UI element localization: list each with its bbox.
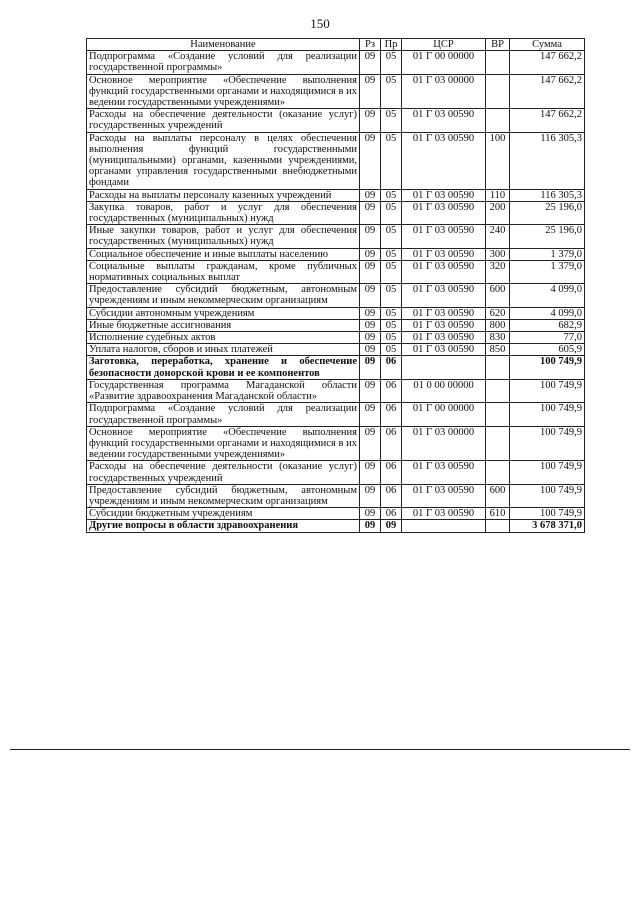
- cell-pr: 05: [381, 307, 402, 319]
- cell-rz: 09: [360, 51, 381, 74]
- table-row: [87, 461, 585, 484]
- cell-pr: 05: [381, 74, 402, 109]
- cell-name: Закупка товаров, работ и услуг для обеспечения государственных (муниципальных) нужд: [87, 201, 360, 224]
- cell-pr: 05: [381, 189, 402, 201]
- table-row: [87, 484, 585, 507]
- cell-vr: 300: [486, 248, 510, 260]
- cell-rz: 09: [360, 379, 381, 402]
- cell-pr: 05: [381, 132, 402, 189]
- cell-pr: 05: [381, 332, 402, 344]
- cell-name: Расходы на обеспечение деятельности (оказание услуг) государственных учреждений: [87, 109, 360, 132]
- cell-sum: 100 749,9: [510, 379, 585, 402]
- cell-sum: 605,9: [510, 344, 585, 356]
- cell-sum: 100 749,9: [510, 403, 585, 426]
- table-row: [87, 201, 585, 224]
- table-row: [87, 132, 585, 189]
- table-body: [87, 51, 585, 532]
- cell-csr: 01 Г 00 00000: [402, 51, 486, 74]
- cell-sum: 100 749,9: [510, 356, 585, 379]
- cell-sum: 4 099,0: [510, 307, 585, 319]
- cell-sum: 100 749,9: [510, 461, 585, 484]
- cell-sum: 25 196,0: [510, 201, 585, 224]
- cell-rz: 09: [360, 307, 381, 319]
- footer-rule: [10, 749, 630, 750]
- table-row: [87, 379, 585, 402]
- cell-rz: 09: [360, 109, 381, 132]
- cell-vr: 100: [486, 132, 510, 189]
- cell-sum: 1 379,0: [510, 260, 585, 283]
- cell-vr: 110: [486, 189, 510, 201]
- cell-pr: 06: [381, 426, 402, 461]
- column-header-csr: ЦСР: [402, 39, 486, 51]
- cell-sum: 4 099,0: [510, 284, 585, 307]
- cell-pr: 05: [381, 344, 402, 356]
- cell-rz: 09: [360, 225, 381, 248]
- cell-rz: 09: [360, 260, 381, 283]
- cell-csr: 01 Г 03 00590: [402, 461, 486, 484]
- cell-vr: 830: [486, 332, 510, 344]
- table-row: [87, 225, 585, 248]
- cell-vr: [486, 356, 510, 379]
- cell-name: Расходы на выплаты персоналу казенных учреждений: [87, 189, 360, 201]
- table-row: [87, 284, 585, 307]
- cell-pr: 06: [381, 356, 402, 379]
- table-row: [87, 51, 585, 74]
- cell-csr: 01 Г 03 00590: [402, 484, 486, 507]
- cell-name: Исполнение судебных актов: [87, 332, 360, 344]
- cell-vr: 200: [486, 201, 510, 224]
- cell-name: Предоставление субсидий бюджетным, автономным учреждениям и иным некоммерческим организациям: [87, 484, 360, 507]
- cell-name: Подпрограмма «Создание условий для реализации государственной программы»: [87, 51, 360, 74]
- cell-vr: 600: [486, 484, 510, 507]
- cell-rz: 09: [360, 461, 381, 484]
- column-header-sum: Сумма: [510, 39, 585, 51]
- column-header-vr: ВР: [486, 39, 510, 51]
- cell-csr: 01 Г 03 00590: [402, 132, 486, 189]
- cell-csr: 01 Г 03 00590: [402, 201, 486, 224]
- table-header-row: [87, 39, 585, 51]
- cell-vr: [486, 520, 510, 532]
- cell-sum: 147 662,2: [510, 74, 585, 109]
- cell-sum: 100 749,9: [510, 484, 585, 507]
- cell-rz: 09: [360, 319, 381, 331]
- cell-vr: [486, 461, 510, 484]
- cell-sum: 25 196,0: [510, 225, 585, 248]
- table-row: [87, 332, 585, 344]
- table-row: [87, 189, 585, 201]
- budget-table: [86, 38, 585, 533]
- cell-vr: 620: [486, 307, 510, 319]
- table-row: [87, 356, 585, 379]
- cell-name: Социальное обеспечение и иные выплаты населению: [87, 248, 360, 260]
- cell-rz: 09: [360, 520, 381, 532]
- cell-csr: 01 Г 03 00000: [402, 426, 486, 461]
- cell-pr: 05: [381, 284, 402, 307]
- cell-name: Иные закупки товаров, работ и услуг для обеспечения государственных (муниципальных) нужд: [87, 225, 360, 248]
- cell-name: Уплата налогов, сборов и иных платежей: [87, 344, 360, 356]
- cell-sum: 116 305,3: [510, 132, 585, 189]
- cell-csr: 01 Г 00 00000: [402, 403, 486, 426]
- cell-csr: [402, 520, 486, 532]
- table-row: [87, 74, 585, 109]
- cell-rz: 09: [360, 344, 381, 356]
- cell-name: Расходы на выплаты персоналу в целях обеспечения выполнения функций государственными (муниципальными) органами, казенными учреждениями, органами управления государственными внебюджетными фондами: [87, 132, 360, 189]
- cell-vr: 240: [486, 225, 510, 248]
- cell-name: Заготовка, переработка, хранение и обеспечение безопасности донорской крови и ее компонентов: [87, 356, 360, 379]
- cell-rz: 09: [360, 484, 381, 507]
- cell-csr: 01 Г 03 00590: [402, 248, 486, 260]
- cell-name: Другие вопросы в области здравоохранения: [87, 520, 360, 532]
- cell-pr: 06: [381, 508, 402, 520]
- cell-csr: 01 Г 03 00590: [402, 284, 486, 307]
- cell-pr: 05: [381, 248, 402, 260]
- cell-name: Подпрограмма «Создание условий для реализации государственной программы»: [87, 403, 360, 426]
- cell-name: Иные бюджетные ассигнования: [87, 319, 360, 331]
- cell-csr: 01 Г 03 00590: [402, 344, 486, 356]
- cell-vr: 320: [486, 260, 510, 283]
- cell-pr: 05: [381, 319, 402, 331]
- cell-pr: 05: [381, 260, 402, 283]
- cell-csr: 01 Г 03 00590: [402, 225, 486, 248]
- cell-pr: 06: [381, 379, 402, 402]
- table-row: [87, 109, 585, 132]
- cell-csr: [402, 356, 486, 379]
- table-row: [87, 260, 585, 283]
- cell-name: Социальные выплаты гражданам, кроме публичных нормативных социальных выплат: [87, 260, 360, 283]
- cell-rz: 09: [360, 248, 381, 260]
- cell-vr: [486, 379, 510, 402]
- cell-csr: 01 Г 03 00590: [402, 332, 486, 344]
- cell-rz: 09: [360, 189, 381, 201]
- cell-rz: 09: [360, 508, 381, 520]
- cell-pr: 05: [381, 109, 402, 132]
- cell-vr: [486, 109, 510, 132]
- cell-csr: 01 Г 03 00590: [402, 189, 486, 201]
- cell-name: Основное мероприятие «Обеспечение выполнения функций государственными органами и находящимися в их ведении государственными учреждениями»: [87, 74, 360, 109]
- cell-rz: 09: [360, 332, 381, 344]
- cell-csr: 01 Г 03 00000: [402, 74, 486, 109]
- cell-vr: [486, 74, 510, 109]
- cell-rz: 09: [360, 284, 381, 307]
- cell-csr: 01 0 00 00000: [402, 379, 486, 402]
- cell-vr: 610: [486, 508, 510, 520]
- cell-name: Основное мероприятие «Обеспечение выполнения функций государственными органами и находящимися в их ведении государственными учреждениями»: [87, 426, 360, 461]
- cell-pr: 06: [381, 403, 402, 426]
- cell-sum: 77,0: [510, 332, 585, 344]
- cell-pr: 09: [381, 520, 402, 532]
- cell-pr: 05: [381, 225, 402, 248]
- cell-sum: 147 662,2: [510, 51, 585, 74]
- cell-rz: 09: [360, 403, 381, 426]
- cell-vr: 800: [486, 319, 510, 331]
- table-row: [87, 403, 585, 426]
- cell-name: Предоставление субсидий бюджетным, автономным учреждениям и иным некоммерческим организациям: [87, 284, 360, 307]
- cell-csr: 01 Г 03 00590: [402, 109, 486, 132]
- cell-rz: 09: [360, 356, 381, 379]
- table-row: [87, 426, 585, 461]
- table-row: [87, 248, 585, 260]
- table-row: [87, 344, 585, 356]
- cell-sum: 682,9: [510, 319, 585, 331]
- table-row: [87, 508, 585, 520]
- table-row: [87, 520, 585, 532]
- cell-vr: 850: [486, 344, 510, 356]
- cell-name: Расходы на обеспечение деятельности (оказание услуг) государственных учреждений: [87, 461, 360, 484]
- cell-pr: 06: [381, 461, 402, 484]
- cell-csr: 01 Г 03 00590: [402, 260, 486, 283]
- cell-rz: 09: [360, 201, 381, 224]
- cell-sum: 100 749,9: [510, 508, 585, 520]
- cell-rz: 09: [360, 74, 381, 109]
- cell-csr: 01 Г 03 00590: [402, 319, 486, 331]
- cell-pr: 05: [381, 51, 402, 74]
- cell-sum: 116 305,3: [510, 189, 585, 201]
- column-header-pr: Пр: [381, 39, 402, 51]
- cell-sum: 147 662,2: [510, 109, 585, 132]
- column-header-rz: Рз: [360, 39, 381, 51]
- table-row: [87, 307, 585, 319]
- cell-pr: 05: [381, 201, 402, 224]
- column-header-name: Наименование: [87, 39, 360, 51]
- cell-csr: 01 Г 03 00590: [402, 508, 486, 520]
- page-number: 150: [310, 16, 330, 31]
- cell-sum: 1 379,0: [510, 248, 585, 260]
- cell-vr: [486, 51, 510, 74]
- cell-vr: 600: [486, 284, 510, 307]
- cell-name: Субсидии бюджетным учреждениям: [87, 508, 360, 520]
- cell-sum: 100 749,9: [510, 426, 585, 461]
- cell-vr: [486, 403, 510, 426]
- cell-sum: 3 678 371,0: [510, 520, 585, 532]
- cell-rz: 09: [360, 426, 381, 461]
- cell-vr: [486, 426, 510, 461]
- cell-rz: 09: [360, 132, 381, 189]
- cell-name: Государственная программа Магаданской области «Развитие здравоохранения Магаданской области»: [87, 379, 360, 402]
- cell-csr: 01 Г 03 00590: [402, 307, 486, 319]
- cell-pr: 06: [381, 484, 402, 507]
- table-row: [87, 319, 585, 331]
- cell-name: Субсидии автономным учреждениям: [87, 307, 360, 319]
